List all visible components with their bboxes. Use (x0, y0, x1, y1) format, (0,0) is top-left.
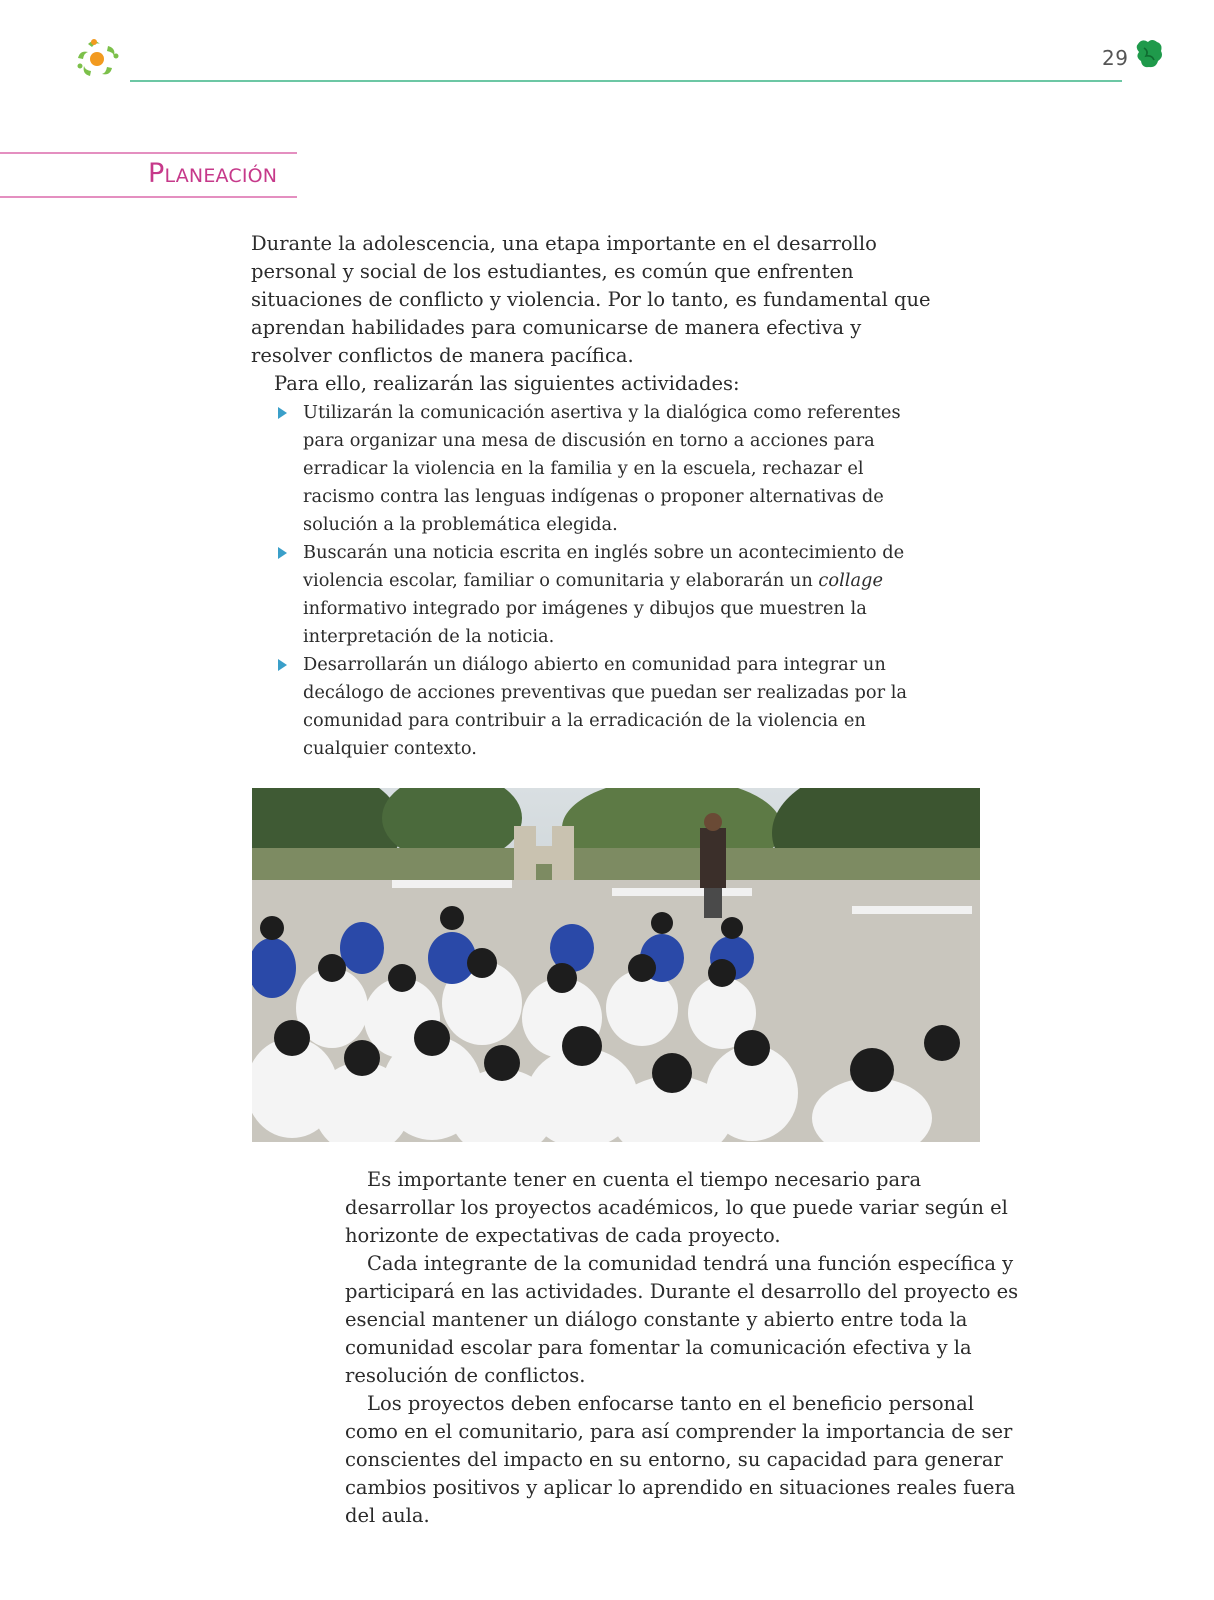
closing-paragraph: Es importante tener en cuenta el tiempo necesario para desarrollar los proyectos académicos, lo que puede variar según el horizonte de expectativas de cada proyecto. (345, 1168, 1008, 1247)
section-rule-top (0, 152, 297, 154)
green-glyph-icon (1134, 38, 1164, 72)
list-item (278, 539, 928, 651)
section-title: Planeación (148, 158, 278, 189)
activity-text-before: Buscarán una noticia escrita en inglés sobre un acontecimiento de violencia escolar, familiar o comunitaria y elaborarán un (303, 542, 905, 591)
activity-text-after: informativo integrado por imágenes y dibujos que muestren la interpretación de la noticia. (303, 598, 867, 647)
list-item (278, 651, 928, 763)
list-item (278, 399, 928, 539)
page-number: 29 (1102, 46, 1129, 70)
triangle-bullet-icon (278, 659, 287, 671)
header-divider (130, 80, 1122, 82)
intro-paragraph: Durante la adolescencia, una etapa importante en el desarrollo personal y social de los estudiantes, es común que enfrenten situaciones de conflicto y violencia. Por lo tanto, es fundamental que aprendan habilidades para comunicarse de manera efectiva y resolver conflictos de manera pacífica. (251, 232, 931, 367)
activity-text: Utilizarán la comunicación asertiva y la dialógica como referentes para organizar una mesa de discusión en torno a acciones para erradicar la violencia en la familia y en la escuela, rechazar el racismo contra las lenguas indígenas o proponer alternativas de solución a la problemática elegida. (303, 402, 901, 535)
activity-text-italic: collage (818, 570, 883, 591)
closing-text (345, 1166, 1025, 1530)
closing-paragraph: Cada integrante de la comunidad tendrá una función específica y participará en las actividades. Durante el desarrollo del proyecto es esencial mantener un diálogo constante y abierto entre toda la comunidad escolar para fomentar la comunicación efectiva y la resolución de conflictos. (345, 1252, 1019, 1387)
flower-logo-icon (72, 34, 124, 84)
students-assembly-photo (252, 788, 980, 1142)
triangle-bullet-icon (278, 547, 287, 559)
activities-lead-in: Para ello, realizarán las siguientes actividades: (274, 372, 740, 395)
activity-text: Desarrollarán un diálogo abierto en comunidad para integrar un decálogo de acciones preventivas que puedan ser realizadas por la comunidad para contribuir a la erradicación de la violencia en cualquier contexto. (303, 654, 908, 759)
section-rule-bottom (0, 196, 297, 198)
triangle-bullet-icon (278, 407, 287, 419)
closing-paragraph: Los proyectos deben enfocarse tanto en el beneficio personal como en el comunitario, para así comprender la importancia de ser conscientes del impacto en su entorno, su capacidad para generar cambios positivos y aplicar lo aprendido en situaciones reales fuera del aula. (345, 1392, 1016, 1527)
activities-list (278, 399, 928, 763)
